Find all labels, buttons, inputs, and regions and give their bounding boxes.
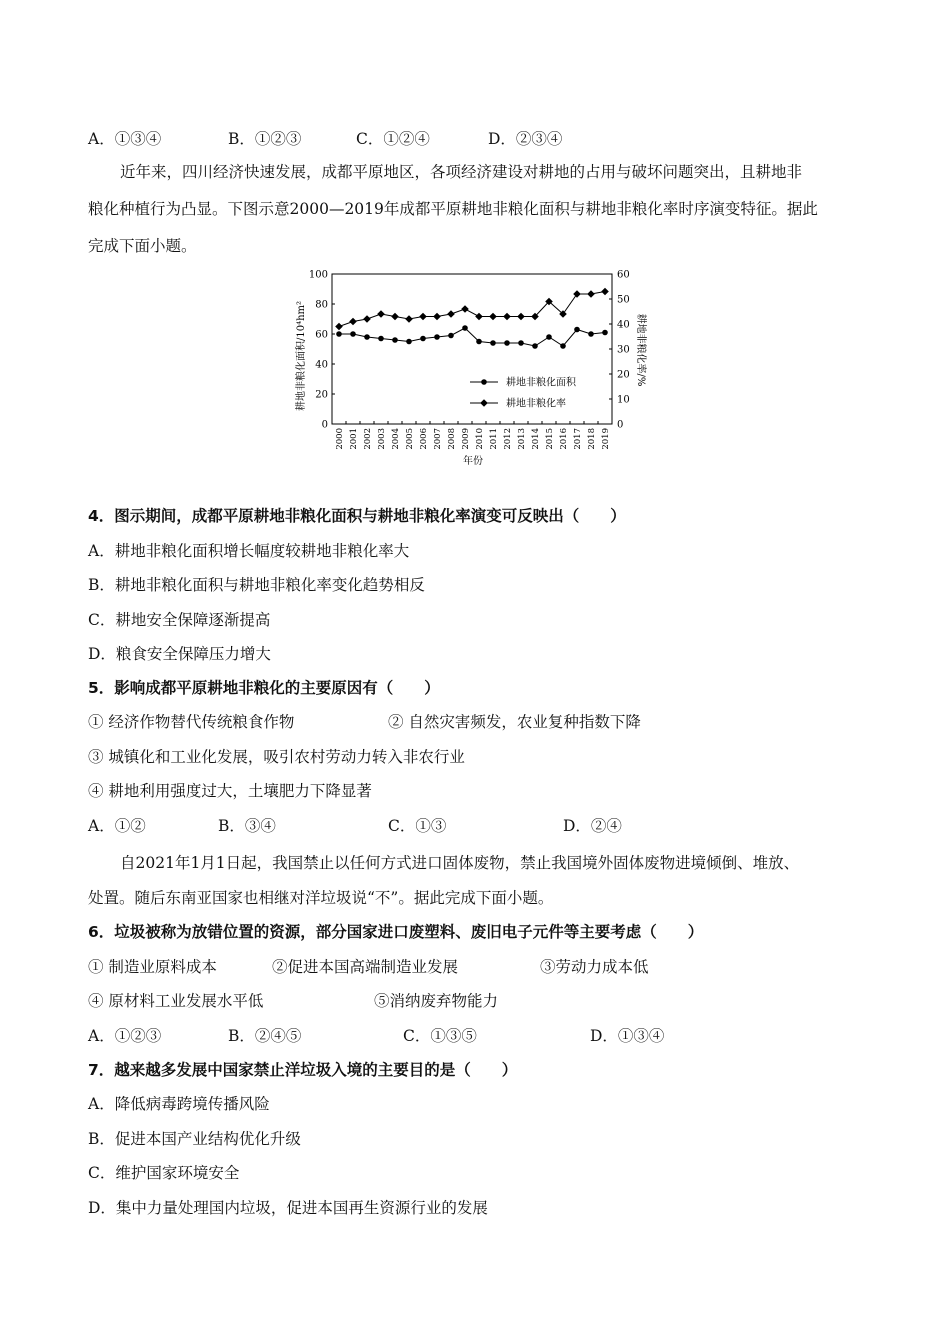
series-1-point (532, 343, 538, 349)
passage1-line3: 完成下面小题。 (88, 237, 197, 255)
x-tick-label: 2006 (419, 428, 429, 450)
series-1-point (434, 334, 440, 340)
q7-option-b[interactable]: B．促进本国产业结构优化升级 (88, 1130, 301, 1148)
series-1-point (490, 340, 496, 346)
legend-label-2: 耕地非粮化率 (506, 398, 566, 410)
y-tick-label-right: 40 (617, 319, 630, 331)
x-tick-label: 2016 (559, 428, 569, 450)
x-tick-label: 2012 (503, 428, 513, 450)
q5-statement-2: ② 自然灾害频发，农业复种指数下降 (388, 713, 641, 731)
q6-statement-2: ②促进本国高端制造业发展 (272, 958, 459, 976)
y-tick-label-left: 80 (315, 299, 328, 311)
q5-option-d[interactable]: D．②④ (563, 817, 622, 835)
legend-label-1: 耕地非粮化面积 (506, 377, 576, 389)
y-axis-label-right: 耕地非粮化率/% (635, 313, 646, 387)
series-2-point (433, 313, 441, 321)
series-1-point (602, 330, 608, 336)
q5-option-c[interactable]: C．①③ (388, 817, 447, 835)
q6-option-d[interactable]: D．①③④ (590, 1027, 665, 1045)
series-1-point (378, 336, 384, 342)
y-axis-label-left: 耕地非粮化面积/10⁴hm² (296, 300, 307, 412)
series-1-point (406, 339, 412, 345)
q3-option-b[interactable]: B．①②③ (228, 130, 302, 148)
x-tick-label: 2009 (461, 428, 471, 450)
series-2-point (405, 315, 413, 323)
q4-option-b[interactable]: B．耕地非粮化面积与耕地非粮化率变化趋势相反 (88, 576, 425, 594)
x-tick-label: 2014 (531, 428, 541, 450)
q5-statement-1: ① 经济作物替代传统粮食作物 (88, 713, 295, 731)
x-tick-label: 2001 (349, 428, 359, 450)
y-tick-label-right: 50 (617, 294, 630, 306)
series-2-point (489, 313, 497, 321)
y-tick-label-right: 20 (617, 369, 630, 381)
q7-option-a[interactable]: A．降低病毒跨境传播风险 (88, 1095, 270, 1113)
q6-statement-4: ④ 原材料工业发展水平低 (88, 992, 264, 1010)
q7-option-c[interactable]: C．维护国家环境安全 (88, 1164, 240, 1182)
series-2-point (419, 313, 427, 321)
x-tick-label: 2003 (377, 428, 387, 450)
y-tick-label-left: 40 (315, 359, 328, 371)
series-2-point (447, 310, 455, 318)
series-1-point (504, 340, 510, 346)
q7-option-d[interactable]: D．集中力量处理国内垃圾，促进本国再生资源行业的发展 (88, 1199, 488, 1217)
series-2-point (475, 313, 483, 321)
legend-marker-1 (481, 379, 487, 385)
series-2-point (363, 315, 371, 323)
x-tick-label: 2015 (545, 428, 555, 450)
x-tick-label: 2017 (573, 428, 583, 450)
x-tick-label: 2008 (447, 428, 457, 450)
series-1-point (364, 334, 370, 340)
series-1-point (476, 339, 482, 345)
q5-statement-3: ③ 城镇化和工业化发展，吸引农村劳动力转入非农行业 (88, 748, 465, 766)
q6-stem: 6．垃圾被称为放错位置的资源，部分国家进口废塑料、废旧电子元件等主要考虑（ ） (88, 923, 704, 941)
series-2-point (573, 290, 581, 298)
series-1-point (350, 331, 356, 337)
x-tick-label: 2000 (335, 428, 345, 450)
q4-option-c[interactable]: C．耕地安全保障逐渐提高 (88, 611, 271, 629)
q5-statement-4: ④ 耕地利用强度过大，土壤肥力下降显著 (88, 782, 372, 800)
series-1-point (336, 331, 342, 337)
series-2-point (587, 290, 595, 298)
series-2-point (335, 323, 343, 331)
farmland-chart (290, 262, 660, 472)
q3-option-a[interactable]: A．①③④ (88, 130, 162, 148)
passage1-line2: 粮化种植行为凸显。下图示意2000—2019年成都平原耕地非粮化面积与耕地非粮化率时序演变特征。据此 (88, 200, 818, 218)
series-1-point (574, 327, 580, 333)
series-1-point (462, 325, 468, 331)
q6-option-c[interactable]: C．①③⑤ (403, 1027, 477, 1045)
q6-statement-1: ① 制造业原料成本 (88, 958, 217, 976)
q6-option-a[interactable]: A．①②③ (88, 1027, 162, 1045)
series-2-point (503, 313, 511, 321)
y-tick-label-right: 60 (617, 269, 630, 281)
x-tick-label: 2018 (587, 428, 597, 450)
series-1-point (448, 333, 454, 339)
series-2-point (377, 310, 385, 318)
series-1-point (546, 334, 552, 340)
x-tick-label: 2010 (475, 428, 485, 450)
series-1-point (588, 331, 594, 337)
x-tick-label: 2013 (517, 428, 527, 450)
series-1-point (420, 336, 426, 342)
y-tick-label-left: 20 (315, 389, 328, 401)
q3-option-d[interactable]: D．②③④ (488, 130, 563, 148)
q5-stem: 5．影响成都平原耕地非粮化的主要原因有（ ） (88, 679, 440, 697)
q5-option-a[interactable]: A．①② (88, 817, 146, 835)
series-2-point (601, 288, 609, 296)
q6-option-b[interactable]: B．②④⑤ (228, 1027, 302, 1045)
y-tick-label-left: 0 (321, 419, 328, 431)
passage2-line1: 自2021年1月1日起，我国禁止以任何方式进口固体废物，禁止我国境外固体废物进境倾倒、堆放、 (120, 854, 800, 872)
x-tick-label: 2019 (601, 428, 611, 450)
q4-option-a[interactable]: A．耕地非粮化面积增长幅度较耕地非粮化率大 (88, 542, 410, 560)
legend-marker-2 (480, 399, 488, 407)
x-tick-label: 2004 (391, 428, 401, 450)
series-line-2 (339, 292, 605, 327)
q6-statement-3: ③劳动力成本低 (540, 958, 649, 976)
y-tick-label-right: 0 (617, 419, 624, 431)
x-tick-label: 2011 (489, 428, 499, 450)
x-tick-label: 2005 (405, 428, 415, 450)
q5-option-b[interactable]: B．③④ (218, 817, 276, 835)
y-tick-label-right: 30 (617, 344, 630, 356)
plot-frame (332, 274, 612, 424)
q4-option-d[interactable]: D．粮食安全保障压力增大 (88, 645, 271, 663)
series-1-point (518, 340, 524, 346)
q3-option-c[interactable]: C．①②④ (356, 130, 430, 148)
series-2-point (391, 313, 399, 321)
series-1-point (392, 337, 398, 343)
series-2-point (461, 305, 469, 313)
x-axis-label: 年份 (463, 456, 483, 467)
series-2-point (517, 313, 525, 321)
y-tick-label-left: 60 (315, 329, 328, 341)
passage2-line2: 处置。随后东南亚国家也相继对洋垃圾说“不”。据此完成下面小题。 (88, 889, 554, 907)
series-2-point (349, 318, 357, 326)
x-tick-label: 2007 (433, 428, 443, 450)
q4-stem: 4．图示期间，成都平原耕地非粮化面积与耕地非粮化率演变可反映出（ ） (88, 507, 626, 525)
series-1-point (560, 343, 566, 349)
q6-statement-5: ⑤消纳废弃物能力 (374, 992, 499, 1010)
x-tick-label: 2002 (363, 428, 373, 450)
y-tick-label-left: 100 (308, 269, 328, 281)
y-tick-label-right: 10 (617, 394, 630, 406)
q7-stem: 7．越来越多发展中国家禁止洋垃圾入境的主要目的是（ ） (88, 1061, 518, 1079)
passage1-line1: 近年来，四川经济快速发展，成都平原地区，各项经济建设对耕地的占用与破坏问题突出，且耕地非 (120, 163, 803, 181)
